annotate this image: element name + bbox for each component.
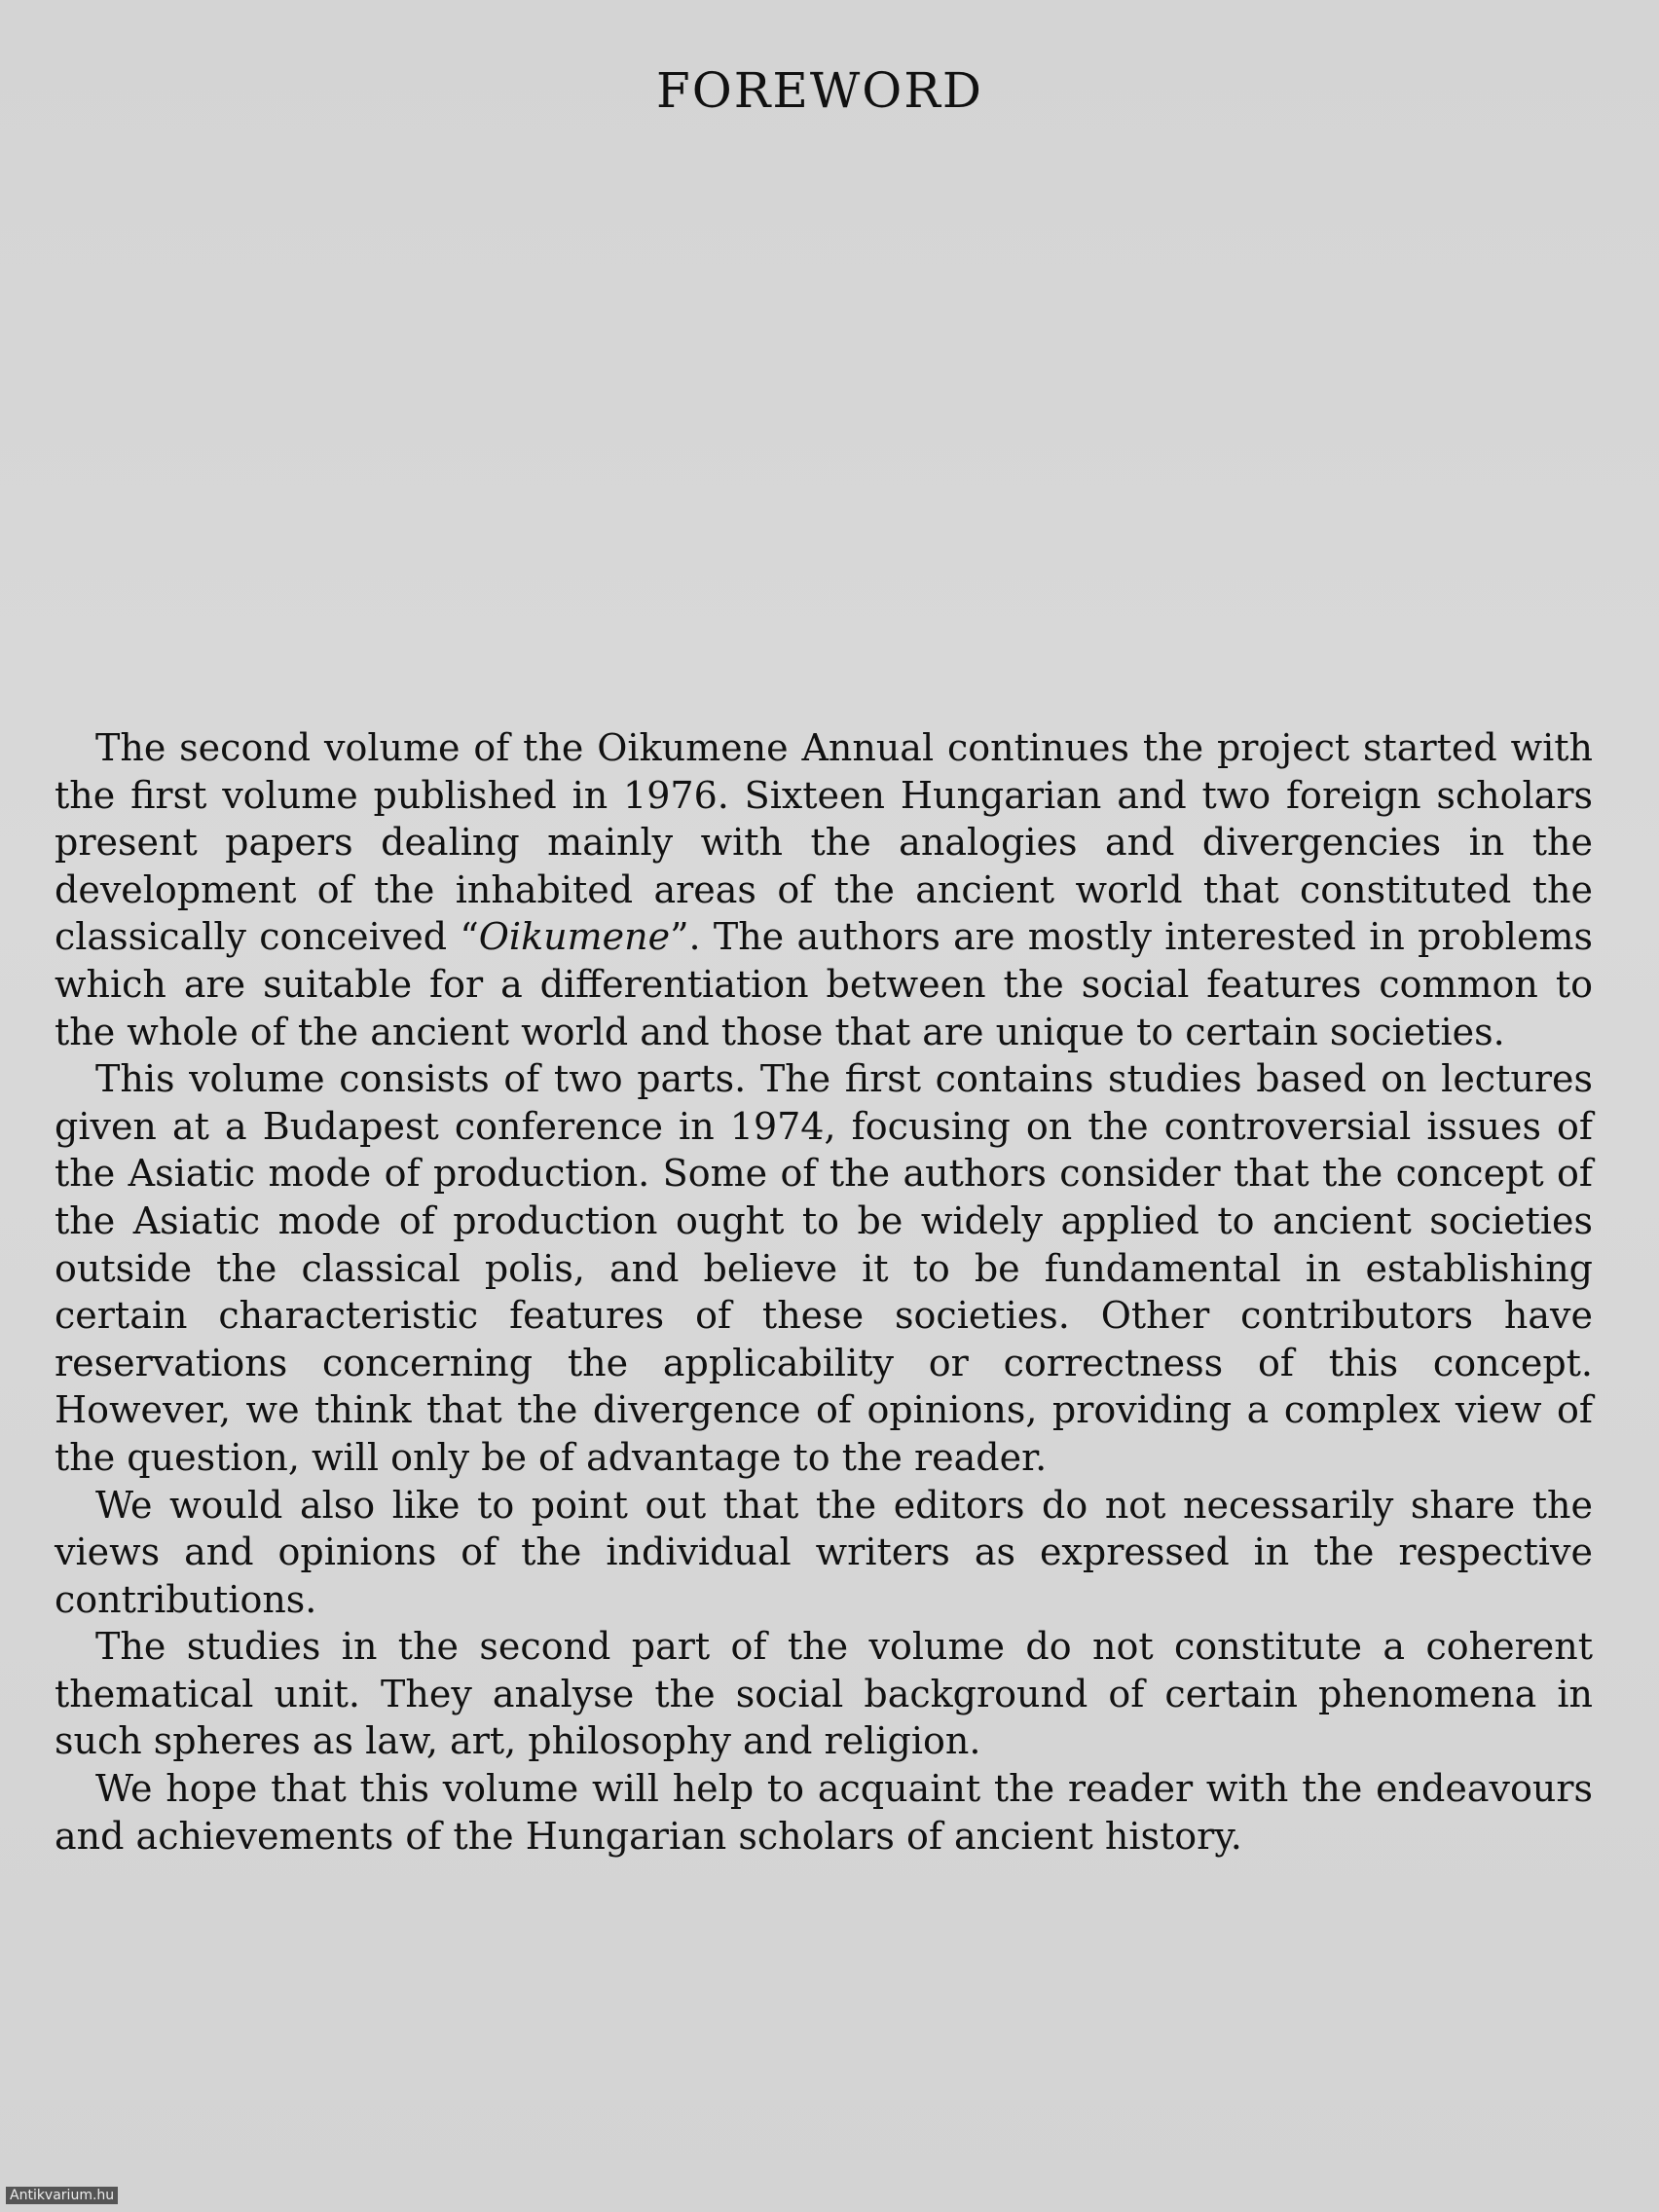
paragraph-4: The studies in the second part of the volume do not constitute a coherent thematical unit. They analyse the social background of certain phenomena in such spheres as law, art, philosophy and religion. bbox=[55, 1625, 1593, 1763]
paragraph-1-text-end: ”. The authors are mostly interested in problems which are suitable for a differentiation between the social features common to the whole of the ancient world and those that are unique to certain societies. bbox=[55, 915, 1593, 1053]
paragraph-2: This volume consists of two parts. The first contains studies based on lectures given at a Budapest conference in 1974, focusing on the controversial issues of the Asiatic mode of production. Some of the authors consider that the concept of the Asiatic mode of production ought to be widely applied to ancient societies outside the classical polis, and believe it to be fundamental in establishing certain characteristic features of these societies. Other contributors have reservations concerning the applicability or correctness of this concept. However, we think that the divergence of opinions, providing a complex view of the question, will only be of advantage to the reader. bbox=[55, 1057, 1593, 1479]
watermark-label: Antikvarium.hu bbox=[6, 2187, 118, 2204]
paragraph-5: We hope that this volume will help to acquaint the reader with the endeavours and achievements of the Hungarian scholars of ancient history. bbox=[55, 1767, 1593, 1858]
paragraph-3: We would also like to point out that the editors do not necessarily share the views and opinions of the individual writers as expressed in the respective contributions. bbox=[55, 1483, 1593, 1621]
page-title: FOREWORD bbox=[656, 62, 983, 119]
oikumene-italic: Oikumene bbox=[478, 915, 671, 959]
paragraph-1-text-start: The second volume of the Oikumene Annual continues the project started with the first volume published in 1976. Sixteen Hungarian and two foreign scholars present papers dealing mainly with the analogies and divergencies in the development of the inhabited areas of the ancient world that constituted the classically conceived “ bbox=[55, 726, 1593, 959]
foreword-body bbox=[55, 724, 1593, 1860]
paragraph-1 bbox=[55, 724, 1593, 1055]
